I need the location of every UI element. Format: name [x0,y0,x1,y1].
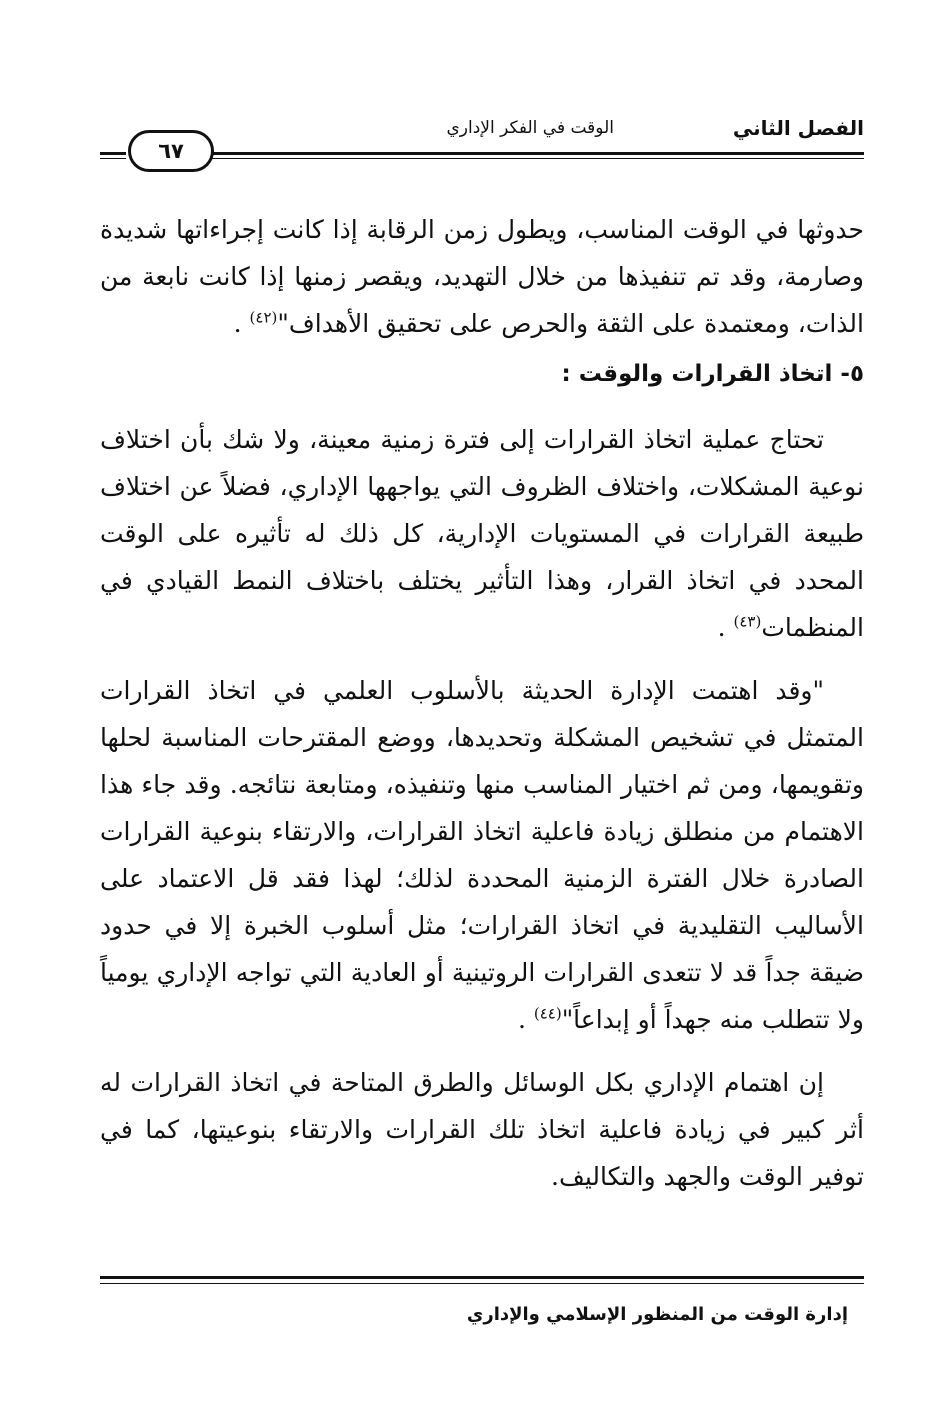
page-header [100,108,864,168]
header-rule-left-thick [100,152,126,155]
footnote-ref: (٤٣) [733,612,762,631]
footer-book-title: إدارة الوقت من المنظور الإسلامي والإداري [466,1304,848,1325]
paragraph-text: "وقد اهتمت الإدارة الحديثة بالأسلوب العلمي في اتخاذ القرارات المتمثل في تشخيص المشكلة وتحديدها، ووضع المقترحات المناسبة لحلها وتقويمها، ومن ثم اختيار المناسب منها وتنفيذه، ومتابعة نتائجه. وقد جاء هذا الاهتمام من منطلق زيادة فاعلية اتخاذ القرارات، والارتقاء بنوعية القرارات الصادرة خلال الفترة الزمنية المحددة لذلك؛ لهذا فقد قل الاعتماد على الأساليب التقليدية في اتخاذ القرارات؛ مثل أسلوب الخبرة إلا في حدود ضيقة جداً قد لا تتعدى القرارات الروتينية أو العادية التي تواجه الإداري يومياً ولا تتطلب منه جهداً أو إبداعاً" [100,676,864,1034]
page-number: ٦٧ [128,130,214,172]
header-rule-thick [212,152,864,155]
page-body [100,206,864,1216]
paragraph: إن اهتمام الإداري بكل الوسائل والطرق المتاحة في اتخاذ القرارات له أثر كبير في زيادة فاعلية اتخاذ تلك القرارات والارتقاء بنوعيتها، كما في توفير الوقت والجهد والتكاليف. [100,1068,864,1191]
paragraph-text: تحتاج عملية اتخاذ القرارات إلى فترة زمنية معينة، ولا شك بأن اختلاف نوعية المشكلات، واختلاف الظروف التي يواجهها الإداري، فضلاً عن اختلاف طبيعة القرارات في المستويات الإدارية، كل ذلك له تأثيره على الوقت المحدد في اتخاذ القرار، وهذا التأثير يختلف باختلاف النمط القيادي في المنظمات [100,425,864,642]
section-heading: ٥- اتخاذ القرارات والوقت : [561,361,864,387]
footer-rule-thin [100,1283,864,1284]
footer-rule-thick [100,1276,864,1279]
paragraph-end: . [517,1005,526,1034]
paragraph-text: حدوثها في الوقت المناسب، ويطول زمن الرقابة إذا كانت إجراءاتها شديدة وصارمة، وقد تم تنفيذها من خلال التهديد، ويقصر زمنها إذا كانت نابعة من الذات، ومعتمدة على الثقة والحرص على تحقيق الأهداف" [100,215,864,338]
quoted-paragraph [100,667,864,1043]
chapter-title: الفصل الثاني [732,116,864,140]
header-rule-left-thin [100,158,126,159]
paragraph-end: . [717,613,726,642]
running-title: الوقت في الفكر الإداري [446,118,614,138]
paragraph [100,416,864,651]
footnote-ref: (٤٤) [533,1004,562,1023]
footnote-ref: (٤٢) [249,308,278,327]
paragraph-end: . [233,309,242,338]
paragraph-continued [100,206,864,347]
header-rule-thin [212,158,864,159]
